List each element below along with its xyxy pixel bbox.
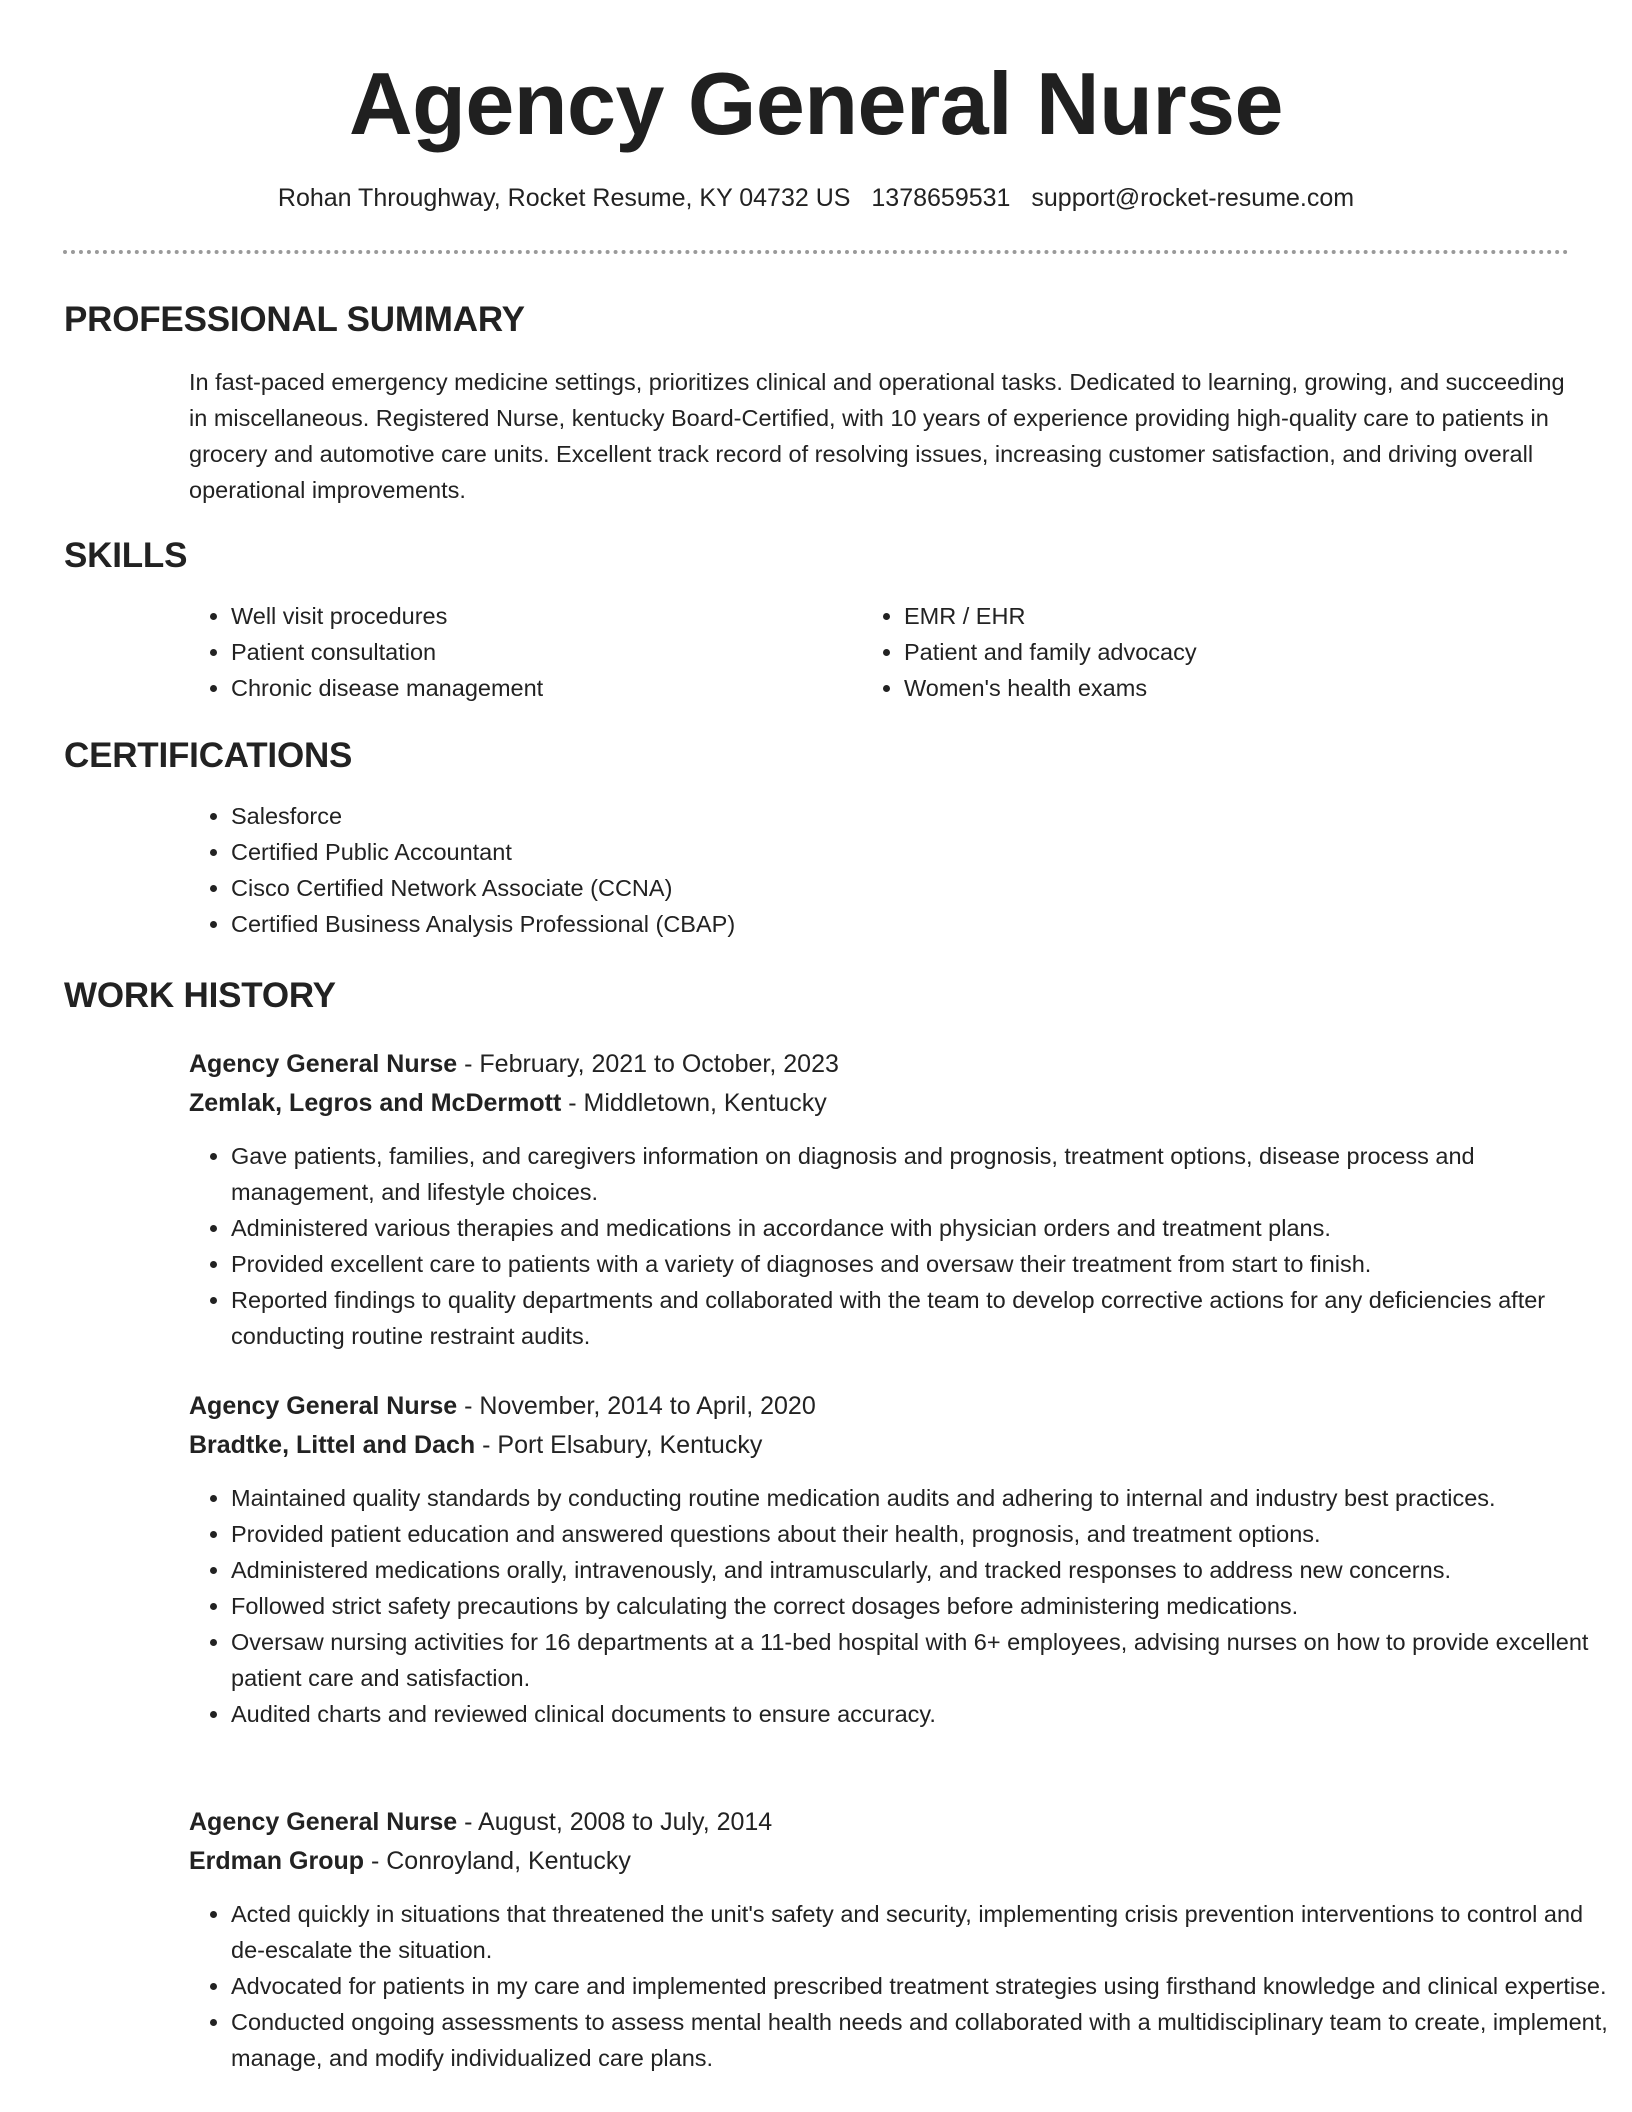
job-bullet: • Administered medications orally, intravenously, and intramuscularly, and tracked responses to address new concerns. — [231, 1552, 1614, 1588]
job-bullet: • Administered various therapies and medications in accordance with physician orders and treatment plans. — [231, 1210, 1614, 1246]
job-bullet: • Audited charts and reviewed clinical documents to ensure accuracy. — [231, 1696, 1614, 1732]
skills-heading: SKILLS — [64, 536, 188, 575]
skill-item: • Women's health exams — [904, 670, 1524, 706]
contact-email: support@rocket-resume.com — [1031, 184, 1355, 212]
resume-name: Agency General Nurse — [349, 54, 1283, 153]
certifications-heading: CERTIFICATIONS — [64, 736, 353, 775]
job-company-line: Bradtke, Littel and Dach - Port Elsabury, Kentucky — [189, 1431, 763, 1459]
job-role: Agency General Nurse — [189, 1808, 458, 1836]
contact-address: Rohan Throughway, Rocket Resume, KY 04732 US — [277, 184, 851, 212]
skills-list-right — [860, 598, 1524, 706]
job-role: Agency General Nurse — [189, 1050, 458, 1078]
job-dates: February, 2021 to October, 2023 — [479, 1050, 839, 1078]
skill-item: • EMR / EHR — [904, 598, 1524, 634]
certification-item: • Certified Business Analysis Professional (CBAP) — [231, 906, 1611, 942]
certification-item: • Cisco Certified Network Associate (CCNA) — [231, 870, 1611, 906]
contact-phone: 1378659531 — [871, 184, 1011, 212]
work-history-heading: WORK HISTORY — [64, 976, 336, 1015]
job-company-line: Erdman Group - Conroyland, Kentucky — [189, 1847, 631, 1875]
skill-item: • Chronic disease management — [231, 670, 851, 706]
job-company-line: Zemlak, Legros and McDermott - Middletown, Kentucky — [189, 1089, 827, 1117]
job-bullets — [187, 1480, 1614, 1732]
job-location: Middletown, Kentucky — [583, 1089, 827, 1117]
job-dates: November, 2014 to April, 2020 — [479, 1392, 816, 1420]
job-bullet: • Maintained quality standards by conducting routine medication audits and adhering to internal and industry best practices. — [231, 1480, 1614, 1516]
skills-list-left — [187, 598, 851, 706]
job-bullet: • Provided patient education and answered questions about their health, prognosis, and treatment options. — [231, 1516, 1614, 1552]
skill-item: • Patient consultation — [231, 634, 851, 670]
job-title-line: Agency General Nurse - August, 2008 to July, 2014 — [189, 1808, 773, 1836]
job-company: Zemlak, Legros and McDermott — [189, 1089, 562, 1117]
job-location: Port Elsabury, Kentucky — [497, 1431, 763, 1459]
job-company: Bradtke, Littel and Dach — [189, 1431, 476, 1459]
skill-item: • Patient and family advocacy — [904, 634, 1524, 670]
job-bullets — [187, 1138, 1614, 1354]
job-title-line: Agency General Nurse - November, 2014 to April, 2020 — [189, 1392, 816, 1420]
job-bullet: • Gave patients, families, and caregivers information on diagnosis and prognosis, treatment options, disease process and management, and lifestyle choices. — [231, 1138, 1614, 1210]
contact-line — [0, 178, 1632, 218]
job-role: Agency General Nurse — [189, 1392, 458, 1420]
job-title-line: Agency General Nurse - February, 2021 to October, 2023 — [189, 1050, 839, 1078]
job-company: Erdman Group — [189, 1847, 365, 1875]
summary-heading: PROFESSIONAL SUMMARY — [64, 300, 525, 339]
skill-item: • Well visit procedures — [231, 598, 851, 634]
job-bullet: • Oversaw nursing activities for 16 departments at a 11-bed hospital with 6+ employees, advising nurses on how to provide excellent patient care and satisfaction. — [231, 1624, 1614, 1696]
certification-item: • Certified Public Accountant — [231, 834, 1611, 870]
job-bullet: • Reported findings to quality departments and collaborated with the team to develop corrective actions for any deficiencies after conducting routine restraint audits. — [231, 1282, 1614, 1354]
header-divider — [63, 250, 1569, 254]
job-bullets — [187, 1896, 1614, 2076]
job-bullet: • Conducted ongoing assessments to assess mental health needs and collaborated with a multidisciplinary team to create, implement, manage, and modify individualized care plans. — [231, 2004, 1614, 2076]
job-bullet: • Advocated for patients in my care and implemented prescribed treatment strategies using firsthand knowledge and clinical expertise. — [231, 1968, 1614, 2004]
job-dates: August, 2008 to July, 2014 — [478, 1808, 773, 1836]
job-bullet: • Followed strict safety precautions by calculating the correct dosages before administering medications. — [231, 1588, 1614, 1624]
certification-item: • Salesforce — [231, 798, 1611, 834]
job-location: Conroyland, Kentucky — [386, 1847, 631, 1875]
job-bullet: • Provided excellent care to patients with a variety of diagnoses and oversaw their treatment from start to finish. — [231, 1246, 1614, 1282]
job-bullet: • Acted quickly in situations that threatened the unit's safety and security, implementing crisis prevention interventions to control and de-escalate the situation. — [231, 1896, 1614, 1968]
summary-text: In fast-paced emergency medicine settings, prioritizes clinical and operational tasks. Dedicated to learning, growing, and succeeding in miscellaneous. Registered Nurse, kentucky Board-Certified, with 10 years of experience providing high-quality care to patients in grocery and automotive care units. Excellent track record of resolving issues, increasing customer satisfaction, and driving overall operational improvements. — [189, 369, 1565, 503]
certifications-list — [187, 798, 1611, 942]
